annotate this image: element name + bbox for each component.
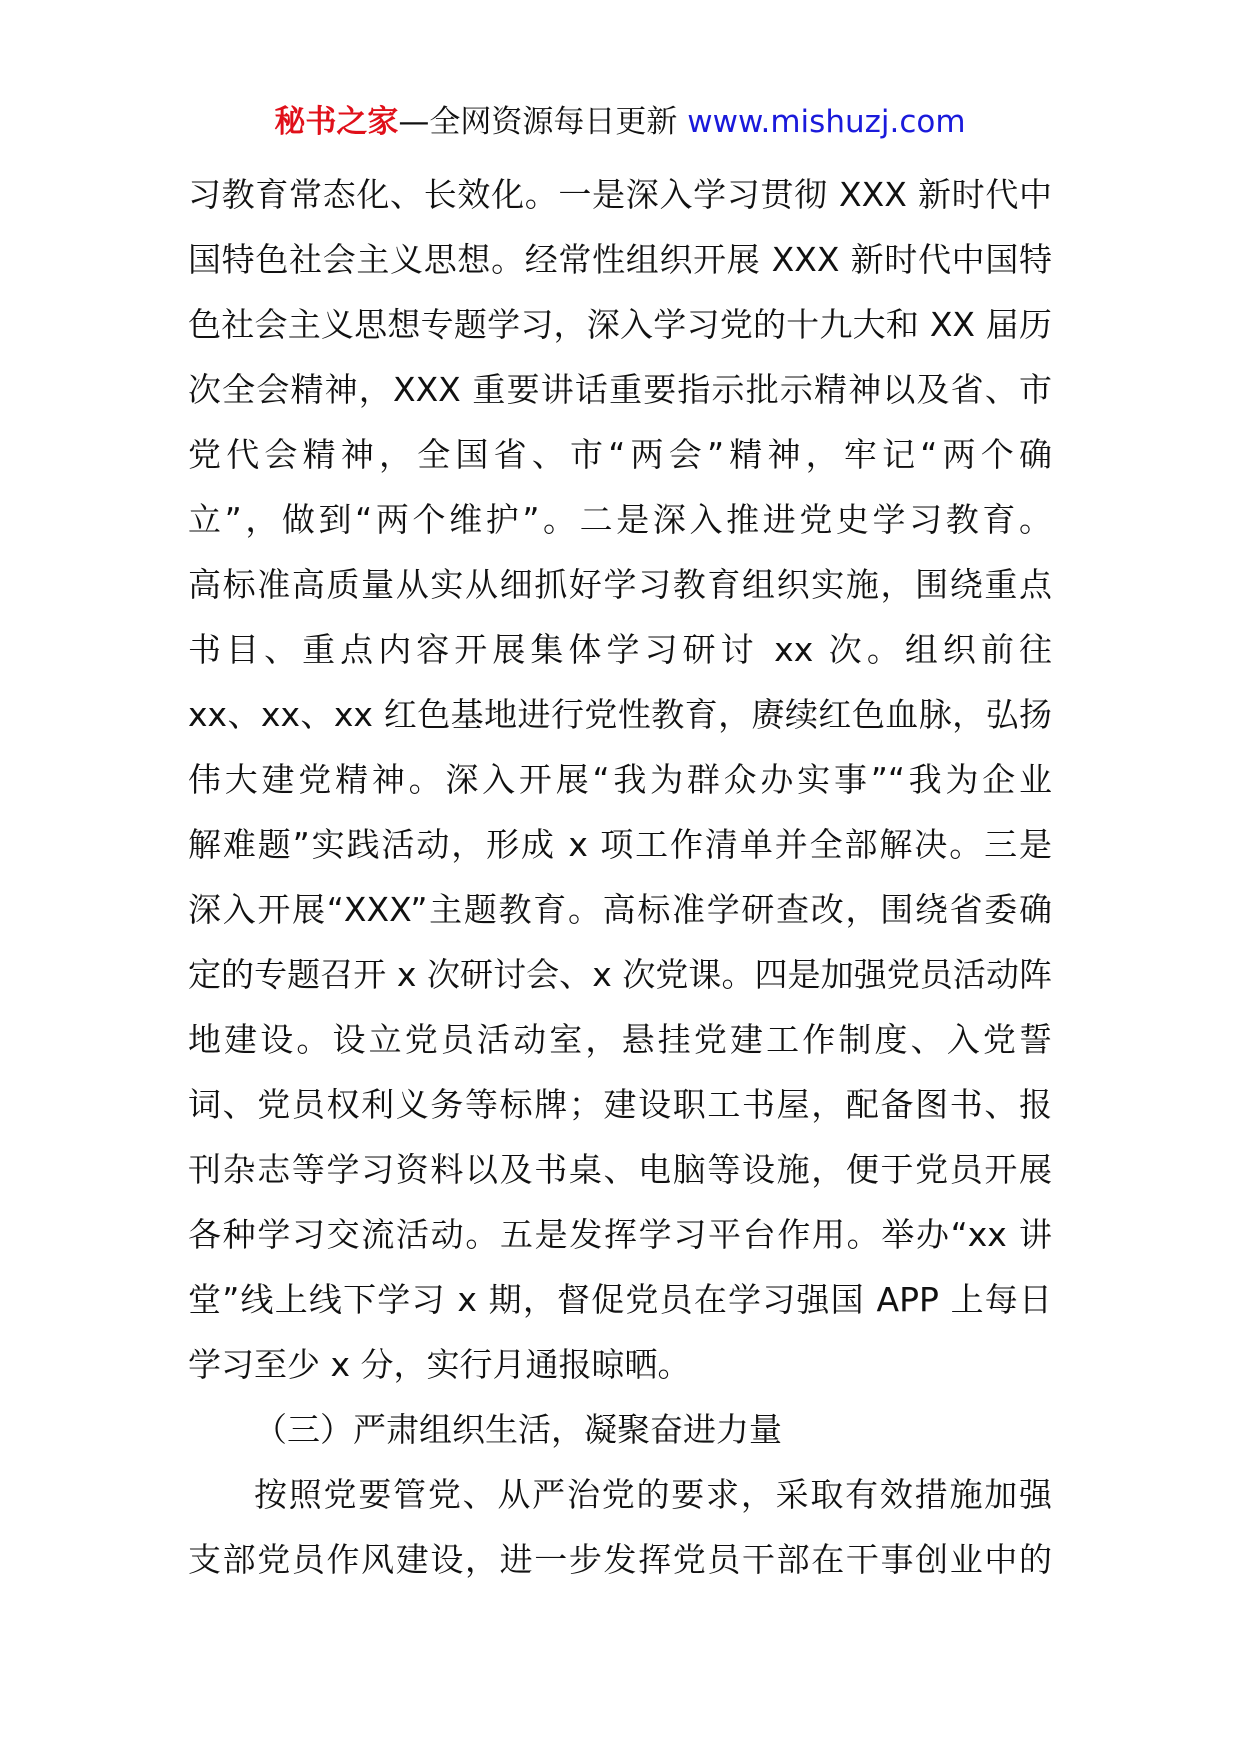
paragraph-line: 地建设。设立党员活动室，悬挂党建工作制度、入党誓: [188, 1020, 1052, 1059]
paragraph-line: 伟大建党精神。深入开展“我为群众办实事”“我为企业: [188, 760, 1052, 799]
header-brand: 秘书之家: [274, 104, 399, 140]
paragraph-line: 解难题”实践活动，形成 x 项工作清单并全部解决。三是: [188, 825, 1052, 864]
paragraph-line: 堂”线上线下学习 x 期，督促党员在学习强国 APP 上每日: [188, 1280, 1052, 1319]
paragraph-line: 定的专题召开 x 次研讨会、x 次党课。四是加强党员活动阵: [188, 955, 1052, 994]
paragraph-line: 高标准高质量从实从细抓好学习教育组织实施，围绕重点: [188, 565, 1052, 604]
paragraph-line: 深入开展“XXX”主题教育。高标准学研查改，围绕省委确: [188, 890, 1052, 929]
header-url-link[interactable]: www.mishuzj.com: [687, 104, 966, 140]
paragraph-line: 词、党员权利义务等标牌；建设职工书屋，配备图书、报: [188, 1085, 1052, 1124]
paragraph-line: 书目、重点内容开展集体学习研讨 xx 次。组织前往: [188, 630, 1052, 669]
paragraph-line: 各种学习交流活动。五是发挥学习平台作用。举办“xx 讲: [188, 1215, 1052, 1254]
paragraph-line: 习教育常态化、长效化。一是深入学习贯彻 XXX 新时代中: [188, 175, 1052, 214]
paragraph-line: 按照党要管党、从严治党的要求，采取有效措施加强: [254, 1475, 1052, 1514]
paragraph-line: 色社会主义思想专题学习，深入学习党的十九大和 XX 届历: [188, 305, 1052, 344]
header-slogan: —全网资源每日更新: [398, 104, 678, 140]
paragraph-line: 刊杂志等学习资料以及书桌、电脑等设施，便于党员开展: [188, 1150, 1052, 1189]
paragraph-line: 次全会精神，XXX 重要讲话重要指示批示精神以及省、市: [188, 370, 1052, 409]
section-heading: （三）严肃组织生活，凝聚奋进力量: [254, 1410, 782, 1449]
paragraph-line: 支部党员作风建设，进一步发挥党员干部在干事创业中的: [188, 1540, 1052, 1579]
paragraph-line: 党代会精神，全国省、市“两会”精神，牢记“两个确: [188, 435, 1052, 474]
paragraph-line: 国特色社会主义思想。经常性组织开展 XXX 新时代中国特: [188, 240, 1052, 279]
document-body: [188, 162, 1052, 1592]
paragraph-line: 立”，做到“两个维护”。二是深入推进党史学习教育。: [188, 500, 1052, 539]
page-header: [0, 100, 1240, 144]
paragraph-line: 学习至少 x 分，实行月通报晾晒。: [188, 1345, 691, 1384]
paragraph-line: xx、xx、xx 红色基地进行党性教育，赓续红色血脉，弘扬: [188, 695, 1052, 734]
